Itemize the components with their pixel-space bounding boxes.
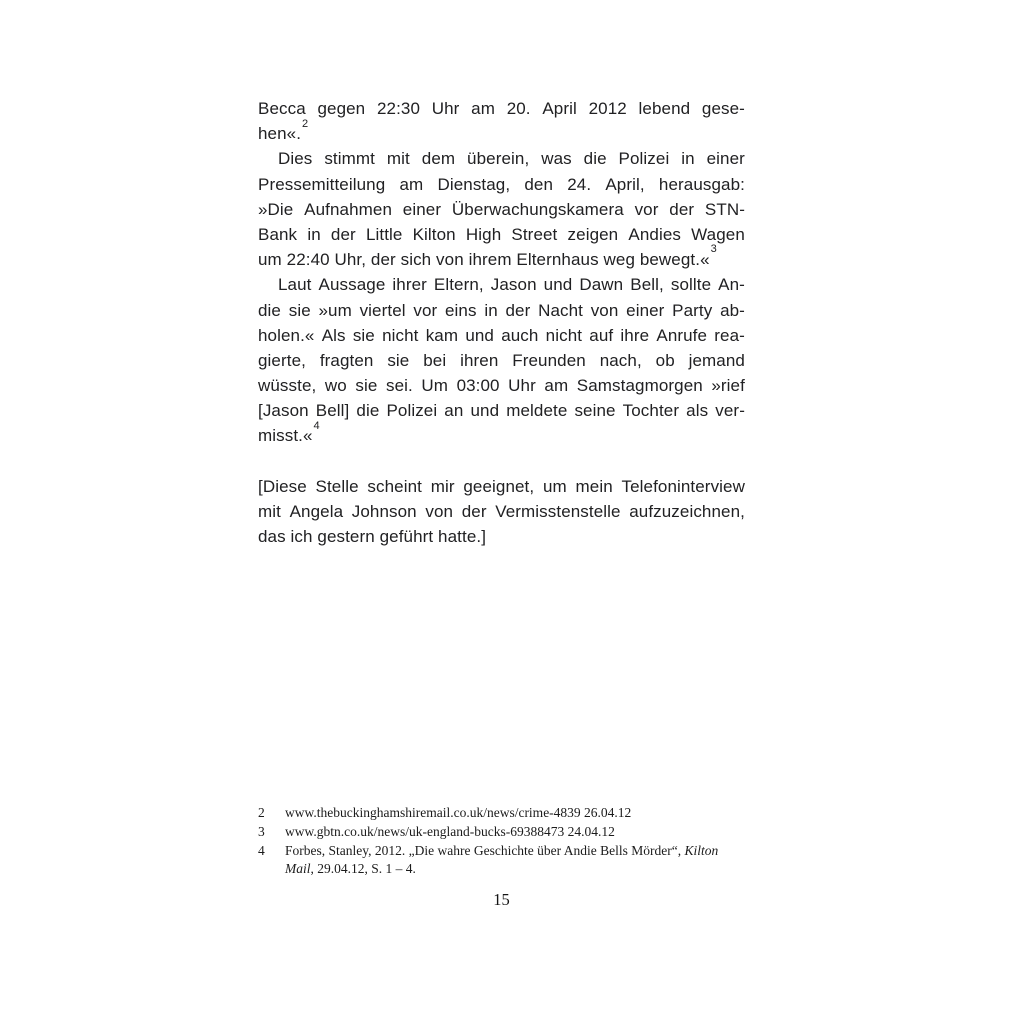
footnote-line — [285, 804, 758, 823]
text-line — [258, 197, 745, 222]
word: einer — [402, 199, 442, 219]
text-line — [258, 524, 745, 549]
paragraph — [258, 272, 745, 448]
word: April, — [605, 174, 645, 194]
footnote-line — [285, 823, 758, 842]
word: und — [470, 401, 500, 421]
word: stimmt — [324, 149, 375, 169]
footnote-line — [285, 860, 758, 879]
text-line — [258, 348, 745, 373]
word: An- — [718, 275, 745, 295]
word: Bell] — [315, 401, 350, 421]
word: sei. — [385, 376, 413, 396]
word: der — [461, 502, 487, 521]
word: wüsste, — [258, 376, 317, 396]
text-line — [258, 96, 745, 121]
footnote — [258, 842, 758, 880]
word: Dawn — [579, 275, 624, 295]
word: Tochter — [622, 401, 680, 421]
word: an — [444, 401, 464, 421]
word: meldete — [506, 401, 568, 421]
word: Andies — [628, 224, 681, 244]
text-line — [258, 272, 745, 297]
word: vor — [413, 300, 438, 320]
word: Dies — [278, 149, 313, 169]
word: mir — [430, 476, 455, 496]
text-line — [258, 474, 745, 499]
word: Becca — [258, 99, 306, 118]
word: auch — [501, 325, 539, 345]
paragraph — [258, 96, 745, 146]
word: sie — [288, 300, 311, 320]
word: Party — [672, 300, 713, 320]
word: in — [307, 224, 321, 244]
text-span: misst.« — [258, 426, 313, 446]
word: Kilton — [412, 224, 456, 244]
word: ihrer — [392, 275, 427, 295]
word: Polizei — [618, 149, 670, 169]
footnote-number: 4 — [258, 842, 265, 858]
word: sie — [355, 376, 378, 396]
text-line — [258, 146, 745, 171]
word: was — [541, 149, 572, 169]
text-line — [258, 419, 745, 448]
word: und — [465, 325, 494, 345]
word: herausgab: — [658, 174, 745, 194]
word: nach, — [599, 350, 642, 370]
word: in — [681, 149, 695, 169]
word: einer — [706, 149, 745, 169]
word: ab- — [720, 300, 745, 320]
word: Überwachungskamera — [451, 199, 624, 219]
word: Um — [421, 376, 449, 396]
text-line — [258, 172, 745, 197]
word: STN- — [704, 199, 745, 219]
text-line — [258, 117, 745, 146]
word: Nacht — [538, 300, 583, 320]
word: viertel — [359, 300, 406, 320]
word: sollte — [670, 275, 712, 295]
word: am — [399, 174, 424, 194]
text-span: um 22:40 Uhr, der sich von ihrem Elternhaus weg bewegt.« — [258, 250, 710, 270]
text-line — [258, 323, 745, 348]
word: sie — [387, 350, 410, 370]
word: Street — [511, 224, 558, 244]
word: mein — [575, 476, 613, 496]
word: wo — [324, 376, 347, 396]
word: Angela — [289, 502, 344, 521]
word: jemand — [688, 350, 745, 370]
footnote-text — [285, 823, 758, 842]
word: am — [471, 99, 495, 118]
text-span: das ich gestern geführt hatte.] — [258, 527, 487, 547]
word: Eltern, — [433, 275, 484, 295]
word: holen.« — [258, 325, 315, 345]
word: Samstagmorgen — [576, 376, 703, 396]
footnote — [258, 804, 758, 823]
footnote-marker: 3 — [710, 243, 717, 256]
footnote-line — [285, 842, 758, 861]
word: der — [505, 300, 531, 320]
word: die — [258, 300, 281, 320]
word: als — [686, 401, 709, 421]
word: Polizei — [386, 401, 438, 421]
word: in — [484, 300, 498, 320]
word: April — [542, 99, 577, 118]
text-line — [258, 499, 745, 524]
word: nicht — [382, 325, 419, 345]
word: [Diese — [258, 476, 307, 496]
text-line — [258, 222, 745, 247]
word: Als — [321, 325, 346, 345]
word: seine — [574, 401, 616, 421]
word: den — [524, 174, 554, 194]
word: Stelle — [315, 476, 359, 496]
page-number: 15 — [493, 890, 510, 909]
footnote-span: www.thebuckinghamshiremail.co.uk/news/crime-4839 26.04.12 — [285, 805, 632, 820]
word: 03:00 — [456, 376, 500, 396]
word: vor — [634, 199, 659, 219]
word: gese- — [701, 99, 745, 118]
footnote — [258, 823, 758, 842]
word: gierte, — [258, 350, 306, 370]
word: Uhr — [431, 99, 460, 118]
word: ihren — [460, 350, 499, 370]
word: sie — [352, 325, 375, 345]
word: »um — [318, 300, 352, 320]
body-text — [258, 96, 745, 549]
word: ihre — [620, 325, 650, 345]
word: bei — [423, 350, 447, 370]
text-line — [258, 243, 745, 272]
word: am — [544, 376, 569, 396]
word: von — [425, 502, 454, 521]
word: »rief — [711, 376, 745, 396]
word: auf — [589, 325, 614, 345]
word: scheint — [367, 476, 422, 496]
word: High — [465, 224, 502, 244]
paragraph — [258, 474, 745, 550]
word: Aussage — [318, 275, 386, 295]
word: und — [543, 275, 573, 295]
word: Vermisstenstelle — [495, 502, 621, 521]
word: von — [590, 300, 619, 320]
word: Bank — [258, 224, 298, 244]
word: Dienstag, — [437, 174, 511, 194]
word: rea- — [714, 325, 745, 345]
word: dem — [421, 149, 456, 169]
word: die — [356, 401, 380, 421]
footnote-text — [285, 842, 758, 880]
word: 22:30 — [376, 99, 421, 118]
word: Bell, — [630, 275, 664, 295]
word: die — [583, 149, 607, 169]
word: aufzuzeichnen, — [629, 502, 745, 521]
word: »Die — [258, 199, 294, 219]
paragraph — [258, 146, 745, 272]
footnote-number: 3 — [258, 823, 265, 839]
word: Johnson — [351, 502, 417, 521]
word: lebend — [638, 99, 691, 118]
word: 20. — [506, 99, 531, 118]
word: [Jason — [258, 401, 309, 421]
footnote-italic-span: Mail — [285, 861, 311, 877]
word: ob — [655, 350, 675, 370]
text-line — [258, 373, 745, 398]
word: Pressemitteilung — [258, 174, 386, 194]
word: einer — [626, 300, 665, 320]
word: Little — [365, 224, 403, 244]
footnote-text — [285, 804, 758, 823]
text-line — [258, 398, 745, 423]
word: zeigen — [567, 224, 619, 244]
word: gegen — [317, 99, 366, 118]
footnote-span: www.gbtn.co.uk/news/uk-england-bucks-69388473 24.04.12 — [285, 823, 615, 839]
footnote-marker: 2 — [302, 117, 309, 130]
word: Laut — [278, 275, 312, 295]
word: der — [669, 199, 695, 219]
word: Anrufe — [656, 325, 708, 345]
word: um — [542, 476, 567, 496]
word: ver- — [715, 401, 745, 421]
word: nicht — [545, 325, 583, 345]
word: 2012 — [588, 99, 627, 118]
word: kam — [425, 325, 459, 345]
footnotes — [258, 804, 758, 879]
word: der — [330, 224, 356, 244]
word: eins — [445, 300, 477, 320]
word: Wagen — [691, 224, 745, 244]
word: geeignet, — [463, 476, 535, 496]
word: mit — [258, 502, 281, 521]
word: mit — [386, 149, 410, 169]
text-line — [258, 298, 745, 323]
word: Aufnahmen — [304, 199, 393, 219]
footnote-span: Forbes, Stanley, 2012. „Die wahre Geschichte über Andie Bells Mörder“, — [285, 842, 685, 858]
word: 24. — [567, 174, 592, 194]
word: Telefoninterview — [621, 476, 745, 496]
word: Jason — [490, 275, 537, 295]
word: überein, — [467, 149, 530, 169]
footnote-span: , 29.04.12, S. 1 – 4. — [310, 861, 416, 877]
word: fragten — [319, 350, 374, 370]
word: Freunden — [512, 350, 586, 370]
word: Uhr — [508, 376, 536, 396]
footnote-marker: 4 — [313, 419, 320, 432]
footnote-number: 2 — [258, 805, 265, 820]
footnote-italic-span: Kilton — [684, 842, 719, 858]
text-span: hen«. — [258, 124, 302, 144]
